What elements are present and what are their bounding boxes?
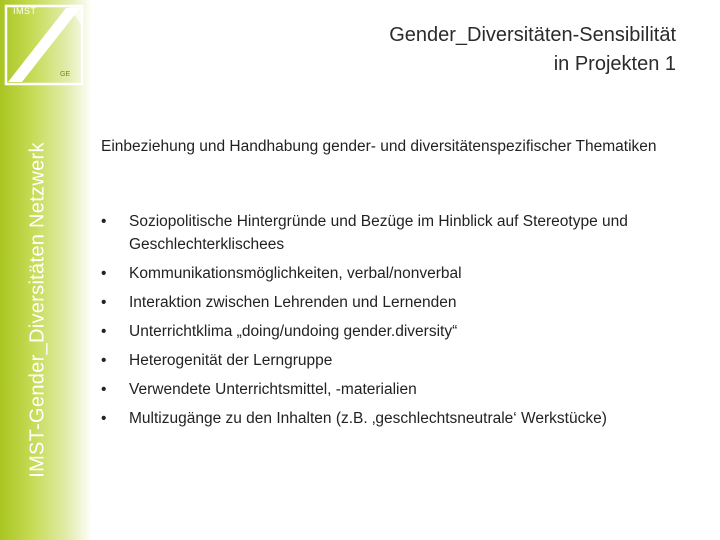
slide-subtitle: Einbeziehung und Handhabung gender- und diversitätenspezifischer Thematiken [101,138,657,155]
logo-text-ge: GE [60,71,71,78]
bullet-item: • Interaktion zwischen Lehrenden und Lernenden [101,291,691,314]
bullet-item: • Kommunikationsmöglichkeiten, verbal/nonverbal [101,262,691,285]
logo-text-imst: IMST [13,6,37,16]
bullet-item: • Multizugänge zu den Inhalten (z.B. ‚geschlechtsneutrale‘ Werkstücke) [101,407,691,430]
imst-logo [4,4,84,86]
bullet-list [101,210,691,436]
network-vertical-label: IMST-Gender_Diversitäten Netzwerk [26,142,49,478]
bullet-item: • Unterrichtklima „doing/undoing gender.diversity“ [101,320,691,343]
slide-title-line-2: in Projekten 1 [553,53,676,75]
slide-title-line-1: Gender_Diversitäten-Sensibilität [389,24,676,46]
bullet-item: • Heterogenität der Lerngruppe [101,349,691,372]
bullet-item: • Soziopolitische Hintergründe und Bezüge im Hinblick auf Stereotype und Geschlechterklischees [101,210,691,256]
bullet-item: • Verwendete Unterrichtsmittel, -materialien [101,378,691,401]
slide-title [256,21,676,79]
sidebar [0,0,92,540]
